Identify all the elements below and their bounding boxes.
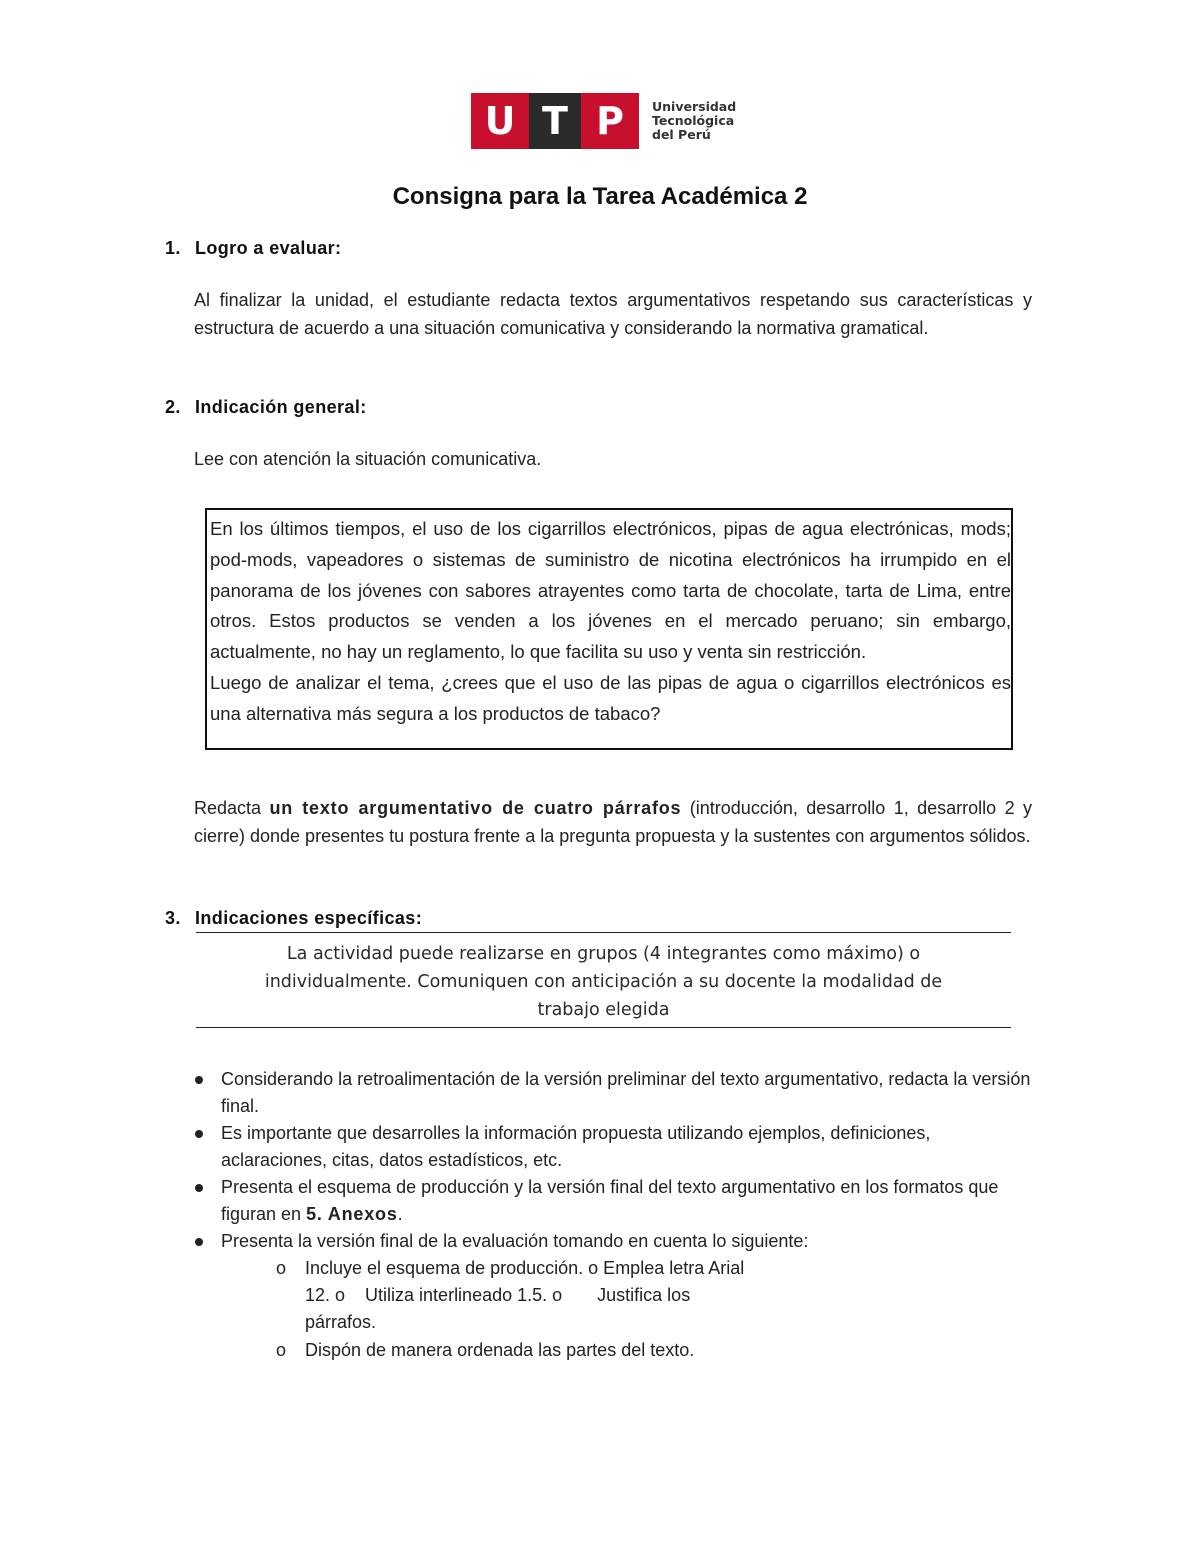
sub-bullet-marker: o — [276, 1340, 287, 1360]
section-1-text: Al finalizar la unidad, el estudiante redacta textos argumentativos respetando sus características y estructura de acuerdo a una situación comunicativa y considerando la normativa gramatical. — [194, 290, 1032, 338]
section-1-heading: 1. Logro a evaluar: — [165, 238, 342, 258]
logo-letter-u: U — [471, 93, 529, 149]
sub-list-item: o Dispón de manera ordenada las partes del texto. — [276, 1337, 876, 1364]
logo-wordmark: Universidad Tecnológica del Perú — [652, 99, 737, 142]
situation-paragraph: En los últimos tiempos, el uso de los cigarrillos electrónicos, pipas de agua electrónicas, mods; pod-mods, vapeadores o sistemas de suministro de nicotina electrónicos ha irrumpido en el panorama de los jóvenes con sabores atrayentes como tarta de chocolate, tarta de Lima, entre otros. Estos productos se venden a los jóvenes en el mercado peruano; sin embargo, actualmente, no hay un reglamento, lo que facilita su uso y venta sin restricción. — [210, 518, 1011, 663]
list-item: Presenta la versión final de la evaluación tomando en cuenta lo siguiente: — [193, 1228, 1033, 1255]
bullet-icon — [195, 1184, 203, 1192]
utp-logo-mark — [471, 93, 639, 149]
sub-list-item: o Incluye el esquema de producción. o Emplea letra Arial — [276, 1255, 876, 1282]
sub-list-continuation: 12. o Utiliza interlineado 1.5. o Justifica los — [305, 1285, 691, 1305]
bullet-icon — [195, 1238, 203, 1246]
task-instruction: Redacta un texto argumentativo de cuatro párrafos (introducción, desarrollo 1, desarrollo 2 y cierre) donde presentes tu postura frente a la pregunta propuesta y la sustentes con argumentos sólidos. — [194, 798, 1032, 846]
list-item: Presenta el esquema de producción y la versión final del texto argumentativo en los formatos que figuran en 5. Anexos. — [193, 1174, 1033, 1228]
specific-instructions-list — [193, 1066, 1033, 1255]
list-item: Es importante que desarrolles la información propuesta utilizando ejemplos, definiciones, aclaraciones, citas, datos estadísticos, etc. — [193, 1120, 1033, 1174]
section-2-intro: Lee con atención la situación comunicativa. — [194, 449, 542, 469]
section-2-heading: 2. Indicación general: — [165, 397, 367, 417]
situation-question: Luego de analizar el tema, ¿crees que el uso de las pipas de agua o cigarrillos electrónicos es una alternativa más segura a los productos de tabaco? — [210, 671, 1011, 724]
document-title: Consigna para la Tarea Académica 2 — [392, 183, 808, 210]
list-item: Considerando la retroalimentación de la versión preliminar del texto argumentativo, redacta la versión final. — [193, 1066, 1033, 1120]
sub-bullet-marker: o — [276, 1258, 287, 1278]
section-3-heading: 3. Indicaciones específicas: — [165, 908, 423, 928]
logo-letter-p: P — [581, 93, 639, 149]
utp-logo — [471, 93, 736, 149]
bullet-icon — [195, 1130, 203, 1138]
situation-box — [205, 508, 1013, 750]
logo-letter-t: T — [529, 93, 581, 149]
group-work-note: La actividad puede realizarse en grupos (4 integrantes como máximo) o individualmente. Comuniquen con anticipación a su docente la modalidad de trabajo elegida — [196, 932, 1011, 1028]
sub-list-continuation: párrafos. — [305, 1312, 377, 1332]
bullet-icon — [195, 1076, 203, 1084]
